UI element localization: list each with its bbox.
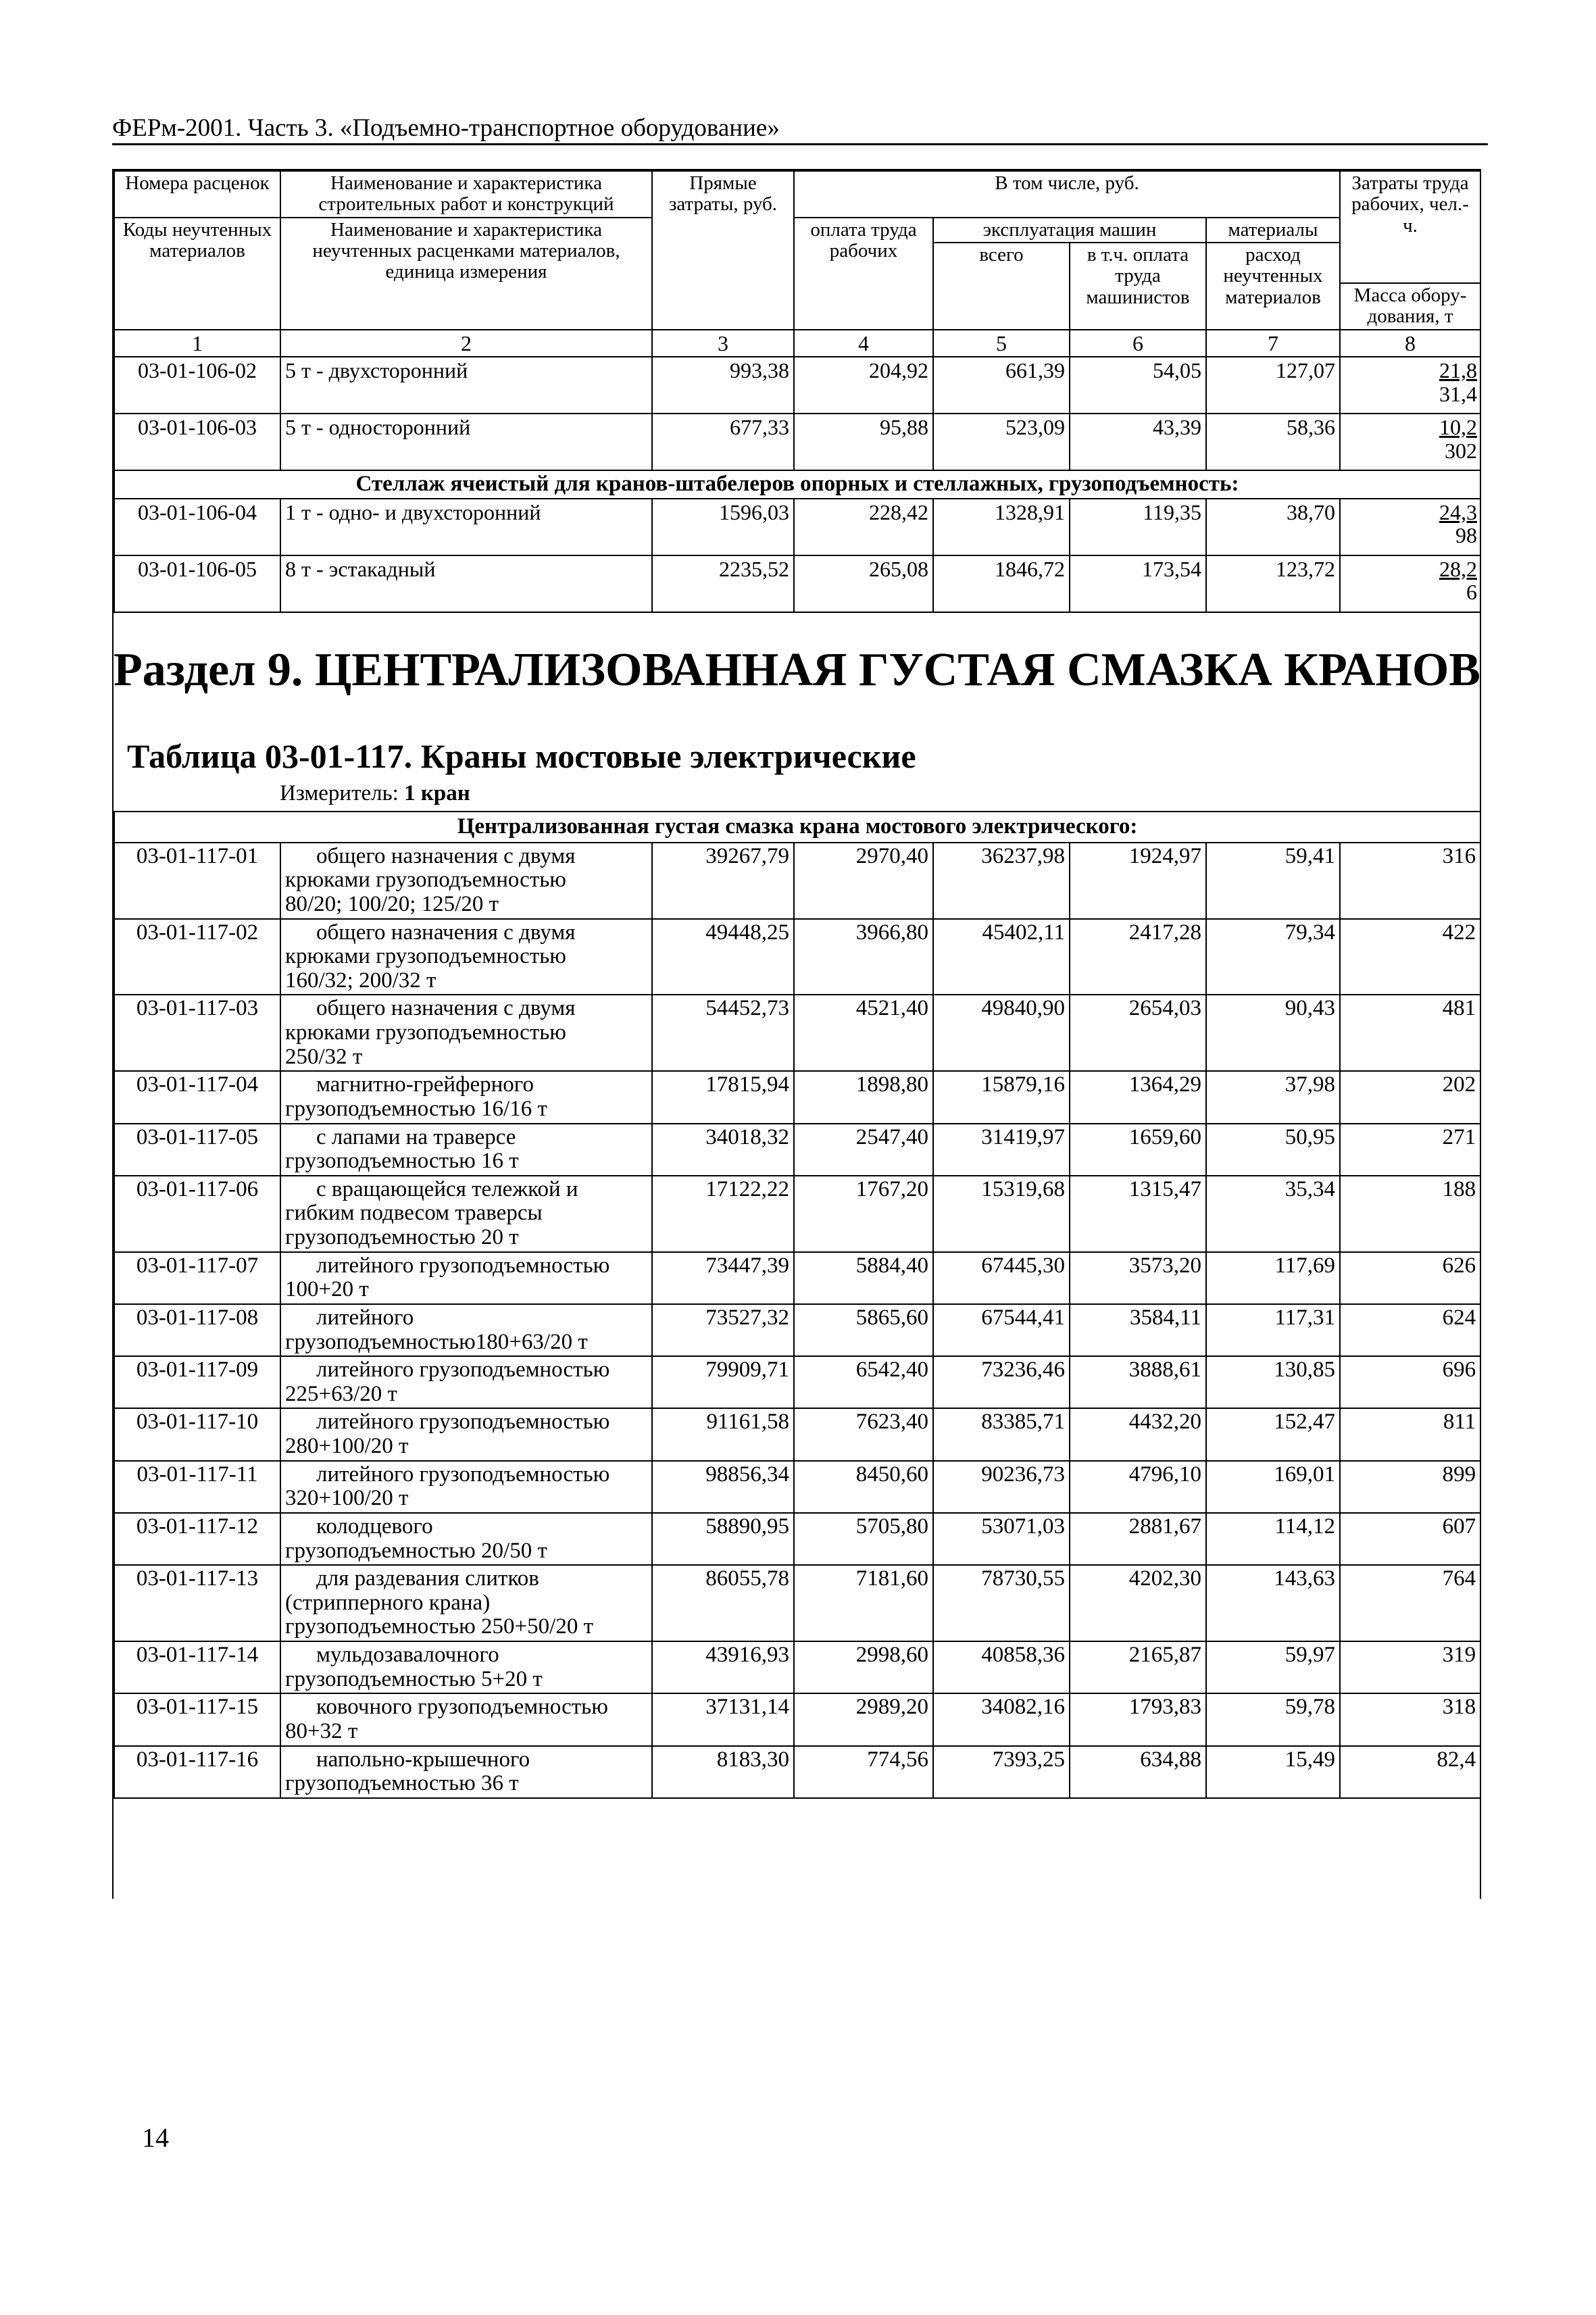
labor-hours: 10,2 bbox=[1439, 415, 1477, 440]
table-row bbox=[114, 1461, 1480, 1513]
col2-header-top: Наименование и характеристика строительных работ и конструкций bbox=[280, 171, 652, 218]
labor-pay: 5884,40 bbox=[794, 1252, 933, 1304]
materials-cost: 152,47 bbox=[1206, 1408, 1340, 1460]
col-index-6: 6 bbox=[1070, 330, 1206, 357]
materials-cost: 127,07 bbox=[1206, 357, 1340, 414]
work-name bbox=[280, 843, 652, 919]
col-index-5: 5 bbox=[933, 330, 1070, 357]
meter-line bbox=[280, 781, 470, 806]
work-name-line: литейного грузоподъемностью bbox=[316, 1253, 610, 1278]
rate-code: 03-01-117-02 bbox=[114, 919, 280, 995]
work-name-line: гибким подвесом траверсы bbox=[285, 1201, 543, 1226]
labor-hours: 316 bbox=[1340, 843, 1480, 919]
direct-costs: 43916,93 bbox=[652, 1641, 794, 1693]
subheading-rack: Стеллаж ячеистый для кранов-штабелеров опорных и стеллажных, грузоподъемность: bbox=[114, 470, 1480, 499]
labor-pay: 95,88 bbox=[794, 414, 933, 470]
col-index-1: 1 bbox=[114, 330, 280, 357]
work-name-line: крюками грузоподъемностью bbox=[285, 1020, 566, 1045]
labor-hours: 319 bbox=[1340, 1641, 1480, 1693]
work-name-line: крюками грузоподъемностью bbox=[285, 944, 566, 969]
rate-code: 03-01-117-04 bbox=[114, 1071, 280, 1123]
col4-header: оплата труда рабочих bbox=[794, 218, 933, 330]
col1-header-top: Номера расценок bbox=[114, 171, 280, 218]
labor-pay: 1898,80 bbox=[794, 1071, 933, 1123]
col-index-7: 7 bbox=[1206, 330, 1340, 357]
direct-costs: 86055,78 bbox=[652, 1565, 794, 1641]
materials-cost: 117,31 bbox=[1206, 1304, 1340, 1356]
labor-pay: 3966,80 bbox=[794, 919, 933, 995]
work-name bbox=[280, 1356, 652, 1408]
rate-code: 03-01-117-11 bbox=[114, 1461, 280, 1513]
work-name-line: 250/32 т bbox=[285, 1044, 363, 1069]
rate-code: 03-01-117-12 bbox=[114, 1513, 280, 1565]
labor-hours-mass bbox=[1340, 499, 1480, 555]
labor-pay: 204,92 bbox=[794, 357, 933, 414]
machines-header: эксплуатация машин bbox=[933, 218, 1206, 243]
labor-pay: 6542,40 bbox=[794, 1356, 933, 1408]
rate-code: 03-01-117-03 bbox=[114, 995, 280, 1071]
work-name bbox=[280, 995, 652, 1071]
materials-cost: 35,34 bbox=[1206, 1176, 1340, 1252]
labor-hours-mass bbox=[1340, 357, 1480, 414]
work-name bbox=[280, 1641, 652, 1693]
work-name-line: 80+32 т bbox=[285, 1718, 358, 1743]
work-name-line: 225+63/20 т bbox=[285, 1381, 397, 1406]
labor-hours: 202 bbox=[1340, 1071, 1480, 1123]
labor-pay: 2547,40 bbox=[794, 1124, 933, 1176]
direct-costs: 17815,94 bbox=[652, 1071, 794, 1123]
table-row bbox=[114, 919, 1480, 995]
machinist-pay: 4432,20 bbox=[1070, 1408, 1206, 1460]
labor-pay: 5865,60 bbox=[794, 1304, 933, 1356]
table-row bbox=[114, 1565, 1480, 1641]
materials-cost: 15,49 bbox=[1206, 1746, 1340, 1798]
machine-total: 1846,72 bbox=[933, 555, 1070, 612]
direct-costs: 98856,34 bbox=[652, 1461, 794, 1513]
machinist-pay: 634,88 bbox=[1070, 1746, 1206, 1798]
col8-header-bottom: Масса обору-дования, т bbox=[1340, 283, 1480, 330]
labor-pay: 7181,60 bbox=[794, 1565, 933, 1641]
work-name bbox=[280, 1513, 652, 1565]
direct-costs: 1596,03 bbox=[652, 499, 794, 555]
labor-hours: 811 bbox=[1340, 1408, 1480, 1460]
table-row bbox=[114, 1641, 1480, 1693]
machine-total: 34082,16 bbox=[933, 1693, 1070, 1745]
work-name-line: грузоподъемностью180+63/20 т bbox=[285, 1329, 588, 1354]
direct-costs: 79909,71 bbox=[652, 1356, 794, 1408]
direct-costs: 58890,95 bbox=[652, 1513, 794, 1565]
labor-hours: 21,8 bbox=[1439, 358, 1477, 383]
machine-total: 31419,97 bbox=[933, 1124, 1070, 1176]
work-name: 5 т - односторонний bbox=[280, 414, 652, 470]
machine-total: 78730,55 bbox=[933, 1565, 1070, 1641]
table-row bbox=[114, 1176, 1480, 1252]
machine-total: 90236,73 bbox=[933, 1461, 1070, 1513]
machine-total: 45402,11 bbox=[933, 919, 1070, 995]
direct-costs: 91161,58 bbox=[652, 1408, 794, 1460]
rate-code: 03-01-106-02 bbox=[114, 357, 280, 414]
direct-costs: 73447,39 bbox=[652, 1252, 794, 1304]
work-name-line: грузоподъемностью 20 т bbox=[285, 1225, 519, 1249]
labor-hours: 696 bbox=[1340, 1356, 1480, 1408]
work-name-line: ковочного грузоподъемностью bbox=[316, 1695, 608, 1720]
table-row bbox=[114, 1513, 1480, 1565]
machine-total: 661,39 bbox=[933, 357, 1070, 414]
work-name-line: для раздевания слитков bbox=[316, 1566, 539, 1591]
running-header: ФЕРм-2001. Часть 3. «Подъемно-транспортное оборудование» bbox=[112, 114, 780, 142]
direct-costs: 993,38 bbox=[652, 357, 794, 414]
work-name-line: общего назначения с двумя bbox=[316, 843, 576, 868]
direct-costs: 54452,73 bbox=[652, 995, 794, 1071]
machinist-pay: 173,54 bbox=[1070, 555, 1206, 612]
machine-total: 15879,16 bbox=[933, 1071, 1070, 1123]
work-name-line: с лапами на траверсе bbox=[316, 1124, 516, 1149]
work-name bbox=[280, 1693, 652, 1745]
work-name-line: 280+100/20 т bbox=[285, 1434, 409, 1458]
materials-cost: 117,69 bbox=[1206, 1252, 1340, 1304]
rate-code: 03-01-117-09 bbox=[114, 1356, 280, 1408]
materials-cost: 79,34 bbox=[1206, 919, 1340, 995]
labor-hours: 764 bbox=[1340, 1565, 1480, 1641]
work-name: 5 т - двухсторонний bbox=[280, 357, 652, 414]
labor-hours: 481 bbox=[1340, 995, 1480, 1071]
materials-cost: 169,01 bbox=[1206, 1461, 1340, 1513]
materials-cost: 114,12 bbox=[1206, 1513, 1340, 1565]
labor-hours: 82,4 bbox=[1340, 1746, 1480, 1798]
work-name-line: грузоподъемностью 36 т bbox=[285, 1771, 519, 1796]
machine-total: 67445,30 bbox=[933, 1252, 1070, 1304]
machinist-pay: 2654,03 bbox=[1070, 995, 1206, 1071]
work-name bbox=[280, 1565, 652, 1641]
work-name-line: 160/32; 200/32 т bbox=[285, 968, 437, 993]
machinist-pay: 1315,47 bbox=[1070, 1176, 1206, 1252]
rate-code: 03-01-117-06 bbox=[114, 1176, 280, 1252]
col7-header: расход неучтенных материалов bbox=[1206, 243, 1340, 330]
rate-code: 03-01-117-08 bbox=[114, 1304, 280, 1356]
table-row bbox=[114, 1252, 1480, 1304]
machine-total: 67544,41 bbox=[933, 1304, 1070, 1356]
work-name-line: напольно-крышечного bbox=[316, 1747, 530, 1772]
labor-hours-mass bbox=[1340, 555, 1480, 612]
rate-code: 03-01-106-05 bbox=[114, 555, 280, 612]
main-rows bbox=[114, 843, 1480, 1798]
col8-header-top: Затраты труда рабочих, чел.-ч. bbox=[1340, 171, 1480, 283]
work-name-line: 320+100/20 т bbox=[285, 1486, 409, 1511]
work-name-line: грузоподъемностью 16 т bbox=[285, 1149, 519, 1174]
materials-cost: 59,41 bbox=[1206, 843, 1340, 919]
table-row bbox=[114, 555, 1480, 612]
rate-code: 03-01-117-10 bbox=[114, 1408, 280, 1460]
direct-costs: 17122,22 bbox=[652, 1176, 794, 1252]
equipment-mass: 6 bbox=[1466, 580, 1477, 605]
machinist-pay: 1924,97 bbox=[1070, 843, 1206, 919]
machinist-pay: 1364,29 bbox=[1070, 1071, 1206, 1123]
machinist-pay: 3573,20 bbox=[1070, 1252, 1206, 1304]
labor-pay: 4521,40 bbox=[794, 995, 933, 1071]
labor-hours: 318 bbox=[1340, 1693, 1480, 1745]
rate-code: 03-01-117-14 bbox=[114, 1641, 280, 1693]
table-row bbox=[114, 1408, 1480, 1460]
direct-costs: 8183,30 bbox=[652, 1746, 794, 1798]
work-name-line: литейного грузоподъемностью bbox=[316, 1358, 610, 1383]
rate-code: 03-01-117-15 bbox=[114, 1693, 280, 1745]
work-name: 8 т - эстакадный bbox=[280, 555, 652, 612]
work-name-line: с вращающейся тележкой и bbox=[316, 1176, 578, 1201]
materials-cost: 90,43 bbox=[1206, 995, 1340, 1071]
machine-total: 523,09 bbox=[933, 414, 1070, 470]
col-index-4: 4 bbox=[794, 330, 933, 357]
direct-costs: 37131,14 bbox=[652, 1693, 794, 1745]
rate-code: 03-01-117-13 bbox=[114, 1565, 280, 1641]
work-name-line: магнитно-грейферного bbox=[316, 1072, 534, 1097]
work-name bbox=[280, 1304, 652, 1356]
table-row bbox=[114, 1356, 1480, 1408]
equipment-mass: 98 bbox=[1455, 523, 1477, 548]
machinist-pay: 4202,30 bbox=[1070, 1565, 1206, 1641]
work-name-line: грузоподъемностью 16/16 т bbox=[285, 1096, 547, 1121]
work-name bbox=[280, 1176, 652, 1252]
labor-pay: 265,08 bbox=[794, 555, 933, 612]
machine-total: 36237,98 bbox=[933, 843, 1070, 919]
top-rows-a bbox=[114, 357, 1480, 470]
work-name-line: литейного грузоподъемностью bbox=[316, 1410, 610, 1435]
top-rows-b bbox=[114, 499, 1480, 612]
header-rule bbox=[112, 143, 1488, 145]
direct-costs: 49448,25 bbox=[652, 919, 794, 995]
machinist-pay: 119,35 bbox=[1070, 499, 1206, 555]
materials-cost: 59,97 bbox=[1206, 1641, 1340, 1693]
rate-code: 03-01-117-07 bbox=[114, 1252, 280, 1304]
labor-hours: 624 bbox=[1340, 1304, 1480, 1356]
labor-hours: 188 bbox=[1340, 1176, 1480, 1252]
materials-header: материалы bbox=[1206, 218, 1340, 243]
meter-label: Измеритель: bbox=[280, 781, 399, 805]
equipment-mass: 302 bbox=[1445, 438, 1477, 463]
labor-pay: 2989,20 bbox=[794, 1693, 933, 1745]
rate-code: 03-01-106-03 bbox=[114, 414, 280, 470]
work-name: 1 т - одно- и двухсторонний bbox=[280, 499, 652, 555]
labor-hours: 422 bbox=[1340, 919, 1480, 995]
work-name bbox=[280, 919, 652, 995]
page-number: 14 bbox=[142, 2122, 169, 2153]
work-name-line: крюками грузоподъемностью bbox=[285, 868, 566, 893]
table-title: Таблица 03-01-117. Краны мостовые электрические bbox=[127, 737, 916, 775]
work-name-line: 100+20 т bbox=[285, 1277, 369, 1302]
col6-header: в т.ч. оплата труда машинистов bbox=[1070, 243, 1206, 330]
table-row bbox=[114, 1124, 1480, 1176]
work-name-line: (стрипперного крана) bbox=[285, 1590, 491, 1615]
labor-hours: 899 bbox=[1340, 1461, 1480, 1513]
table-row bbox=[114, 357, 1480, 414]
machine-total: 7393,25 bbox=[933, 1746, 1070, 1798]
work-name bbox=[280, 1746, 652, 1798]
rates-table-106 bbox=[114, 170, 1481, 613]
equipment-mass: 31,4 bbox=[1439, 381, 1477, 406]
materials-cost: 37,98 bbox=[1206, 1071, 1340, 1123]
direct-costs: 73527,32 bbox=[652, 1304, 794, 1356]
labor-pay: 1767,20 bbox=[794, 1176, 933, 1252]
labor-hours-mass bbox=[1340, 414, 1480, 470]
machinist-pay: 1793,83 bbox=[1070, 1693, 1206, 1745]
machinist-pay: 1659,60 bbox=[1070, 1124, 1206, 1176]
table-row bbox=[114, 499, 1480, 555]
machine-total: 49840,90 bbox=[933, 995, 1070, 1071]
rate-code: 03-01-117-01 bbox=[114, 843, 280, 919]
col-index-8: 8 bbox=[1340, 330, 1480, 357]
work-name-line: литейного bbox=[316, 1305, 414, 1330]
direct-costs: 677,33 bbox=[652, 414, 794, 470]
col5-header: всего bbox=[933, 243, 1070, 330]
labor-pay: 7623,40 bbox=[794, 1408, 933, 1460]
table-row bbox=[114, 1304, 1480, 1356]
machine-total: 53071,03 bbox=[933, 1513, 1070, 1565]
table-row bbox=[114, 1071, 1480, 1123]
labor-pay: 5705,80 bbox=[794, 1513, 933, 1565]
page-frame bbox=[112, 169, 1481, 1899]
work-name-line: грузоподъемностью 250+50/20 т bbox=[285, 1614, 593, 1639]
machinist-pay: 54,05 bbox=[1070, 357, 1206, 414]
machine-total: 73236,46 bbox=[933, 1356, 1070, 1408]
rate-code: 03-01-117-16 bbox=[114, 1746, 280, 1798]
col2-header-bottom: Наименование и характеристика неучтенных расценками материалов, единица измерения bbox=[280, 218, 652, 330]
table-row bbox=[114, 843, 1480, 919]
work-name-line: колодцевого bbox=[316, 1514, 433, 1539]
col3-header: Прямые затраты, руб. bbox=[652, 171, 794, 330]
labor-hours: 271 bbox=[1340, 1124, 1480, 1176]
labor-pay: 2970,40 bbox=[794, 843, 933, 919]
work-name-line: мульдозавалочного bbox=[316, 1643, 499, 1667]
labor-hours: 24,3 bbox=[1439, 499, 1477, 524]
table-row bbox=[114, 1746, 1480, 1798]
materials-cost: 123,72 bbox=[1206, 555, 1340, 612]
materials-cost: 58,36 bbox=[1206, 414, 1340, 470]
materials-cost: 130,85 bbox=[1206, 1356, 1340, 1408]
work-name-line: грузоподъемностью 5+20 т bbox=[285, 1666, 543, 1691]
machinist-pay: 2417,28 bbox=[1070, 919, 1206, 995]
machine-total: 40858,36 bbox=[933, 1641, 1070, 1693]
machine-total: 83385,71 bbox=[933, 1408, 1070, 1460]
work-name-line: 80/20; 100/20; 125/20 т bbox=[285, 891, 499, 916]
work-name bbox=[280, 1071, 652, 1123]
col-index-2: 2 bbox=[280, 330, 652, 357]
machinist-pay: 2165,87 bbox=[1070, 1641, 1206, 1693]
group-header: В том числе, руб. bbox=[794, 171, 1340, 218]
machinist-pay: 43,39 bbox=[1070, 414, 1206, 470]
col-index-3: 3 bbox=[652, 330, 794, 357]
labor-pay: 2998,60 bbox=[794, 1641, 933, 1693]
work-name bbox=[280, 1408, 652, 1460]
labor-hours: 28,2 bbox=[1439, 556, 1477, 581]
table-row bbox=[114, 1693, 1480, 1745]
work-name bbox=[280, 1461, 652, 1513]
direct-costs: 34018,32 bbox=[652, 1124, 794, 1176]
machinist-pay: 4796,10 bbox=[1070, 1461, 1206, 1513]
section-title: Раздел 9. ЦЕНТРАЛИЗОВАННАЯ ГУСТАЯ СМАЗКА КРАНОВ bbox=[114, 644, 1480, 696]
table-row bbox=[114, 414, 1480, 470]
work-name-line: литейного грузоподъемностью bbox=[316, 1462, 610, 1487]
labor-hours: 626 bbox=[1340, 1252, 1480, 1304]
materials-cost: 50,95 bbox=[1206, 1124, 1340, 1176]
col1-header-bottom: Коды неучтенных материалов bbox=[114, 218, 280, 330]
machinist-pay: 3584,11 bbox=[1070, 1304, 1206, 1356]
labor-hours: 607 bbox=[1340, 1513, 1480, 1565]
machinist-pay: 2881,67 bbox=[1070, 1513, 1206, 1565]
direct-costs: 2235,52 bbox=[652, 555, 794, 612]
machinist-pay: 3888,61 bbox=[1070, 1356, 1206, 1408]
machine-total: 15319,68 bbox=[933, 1176, 1070, 1252]
table-row bbox=[114, 995, 1480, 1071]
work-name-line: общего назначения с двумя bbox=[316, 920, 576, 945]
meter-value: 1 кран bbox=[404, 781, 470, 805]
direct-costs: 39267,79 bbox=[652, 843, 794, 919]
materials-cost: 143,63 bbox=[1206, 1565, 1340, 1641]
rate-code: 03-01-106-04 bbox=[114, 499, 280, 555]
labor-pay: 228,42 bbox=[794, 499, 933, 555]
rate-code: 03-01-117-05 bbox=[114, 1124, 280, 1176]
materials-cost: 59,78 bbox=[1206, 1693, 1340, 1745]
machine-total: 1328,91 bbox=[933, 499, 1070, 555]
subheading-lubrication: Централизованная густая смазка крана мостового электрического: bbox=[114, 812, 1480, 843]
materials-cost: 38,70 bbox=[1206, 499, 1340, 555]
rates-table-117 bbox=[114, 811, 1481, 1799]
work-name-line: грузоподъемностью 20/50 т bbox=[285, 1538, 547, 1563]
labor-pay: 8450,60 bbox=[794, 1461, 933, 1513]
work-name-line: общего назначения с двумя bbox=[316, 996, 576, 1021]
labor-pay: 774,56 bbox=[794, 1746, 933, 1798]
work-name bbox=[280, 1124, 652, 1176]
work-name bbox=[280, 1252, 652, 1304]
